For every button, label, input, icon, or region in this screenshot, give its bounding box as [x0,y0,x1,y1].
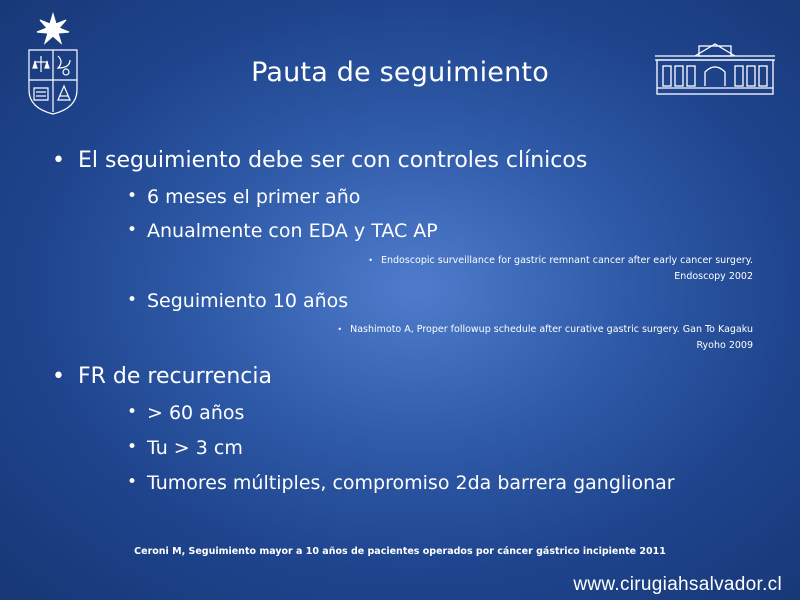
slide-title: Pauta de seguimiento [251,57,549,88]
reference-line: Endoscopic surveillance for gastric remnant cancer after early cancer surgery. [381,255,753,266]
reference-note: • Nashimoto A, Proper followup schedule after curative gastric surgery. Gan To Kagaku Ryoho 2009 [193,322,753,354]
bullet-dot: • [52,364,65,389]
bullet-dot: • [127,402,138,422]
sub-bullet-text: Anualmente con EDA y TAC AP [147,220,438,242]
reference-line: Nashimoto A, Proper followup schedule after curative gastric surgery. Gan To Kagaku [350,324,753,335]
sub-bullet-text: Seguimiento 10 años [147,290,349,312]
sub-bullet-text: 6 meses el primer año [147,186,361,208]
bullet-dot: • [127,472,138,492]
sub-bullet-text: > 60 años [147,402,245,424]
footer-reference: Ceroni M, Seguimiento mayor a 10 años de pacientes operados por cáncer gástrico incipiente 2011 [134,546,666,557]
bullet-dot: • [127,290,138,310]
sub-bullet-text: Tumores múltiples, compromiso 2da barrera ganglionar [147,472,675,494]
bullet-dot: • [52,148,65,173]
reference-line: Endoscopy 2002 [674,271,753,282]
bullet-dot: • [127,220,138,240]
bullet-dot: • [127,186,138,206]
website-url: www.cirugiahsalvador.cl [573,574,782,595]
bullet-text: FR de recurrencia [78,364,272,389]
bullet-dot: • [127,437,138,457]
sub-bullet-text: Tu > 3 cm [147,437,243,459]
bullet-text: El seguimiento debe ser con controles clínicos [78,148,588,173]
reference-line: Ryoho 2009 [696,340,753,351]
reference-note: • Endoscopic surveillance for gastric remnant cancer after early cancer surgery. Endoscopy 2002 [193,253,753,285]
